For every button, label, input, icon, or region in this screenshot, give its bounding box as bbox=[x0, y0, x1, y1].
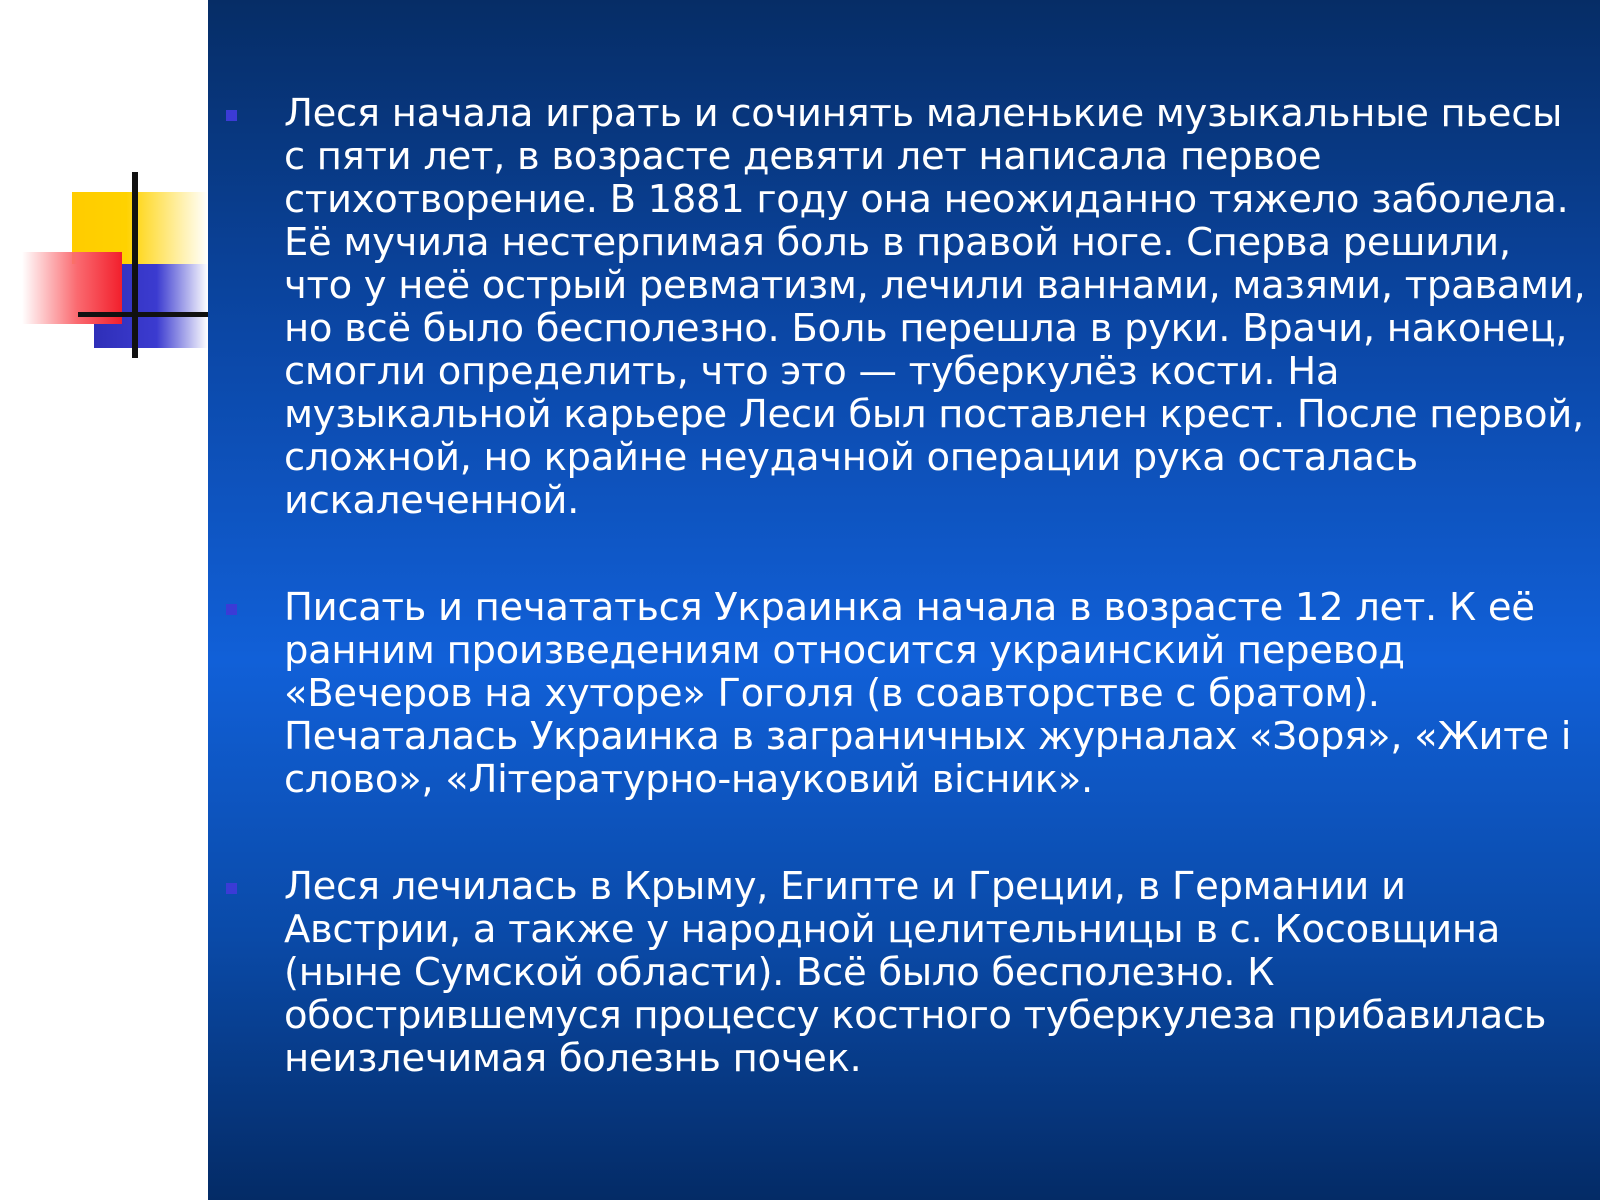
bullet-item bbox=[222, 92, 1587, 522]
bullet-list bbox=[222, 92, 1587, 1080]
square-bullet-icon bbox=[226, 883, 237, 894]
bullet-text: Леся лечилась в Крыму, Египте и Греции, в Германии и Австрии, а также у народной целительницы в с. Косовщина (ныне Сумской области). Всё было бесполезно. К обострившемуся процессу костного туберкулеза прибавилась неизлечимая болезнь почек. bbox=[284, 864, 1547, 1081]
bullet-text: Писать и печататься Украинка начала в возрасте 12 лет. К её ранним произведениям относится украинский перевод «Вечеров на хуторе» Гоголя (в соавторстве с братом). Печаталась Украинка в заграничных журналах «Зоря», «Жите і слово», «Літературно-науковий вісник». bbox=[284, 585, 1572, 802]
left-panel bbox=[0, 0, 208, 1200]
horizontal-line-decoration bbox=[78, 312, 208, 317]
vertical-line-decoration bbox=[132, 172, 138, 358]
decorative-blocks-graphic bbox=[0, 0, 208, 400]
square-bullet-icon bbox=[226, 604, 237, 615]
bullet-item bbox=[222, 865, 1587, 1080]
bullet-text: Леся начала играть и сочинять маленькие музыкальные пьесы с пяти лет, в возрасте девяти лет написала первое стихотворение. В 1881 году она неожиданно тяжело заболела. Её мучила нестерпимая боль в правой ноге. Сперва решили, что у неё острый ревматизм, лечили ваннами, мазями, травами, но всё было бесполезно. Боль перешла в руки. Врачи, наконец, смогли определить, что это — туберкулёз кости. На музыкальной карьере Леси был поставлен крест. После первой, сложной, но крайне неудачной операции рука осталась искалеченной. bbox=[284, 91, 1586, 523]
bullet-item bbox=[222, 586, 1587, 801]
square-bullet-icon bbox=[226, 110, 237, 121]
